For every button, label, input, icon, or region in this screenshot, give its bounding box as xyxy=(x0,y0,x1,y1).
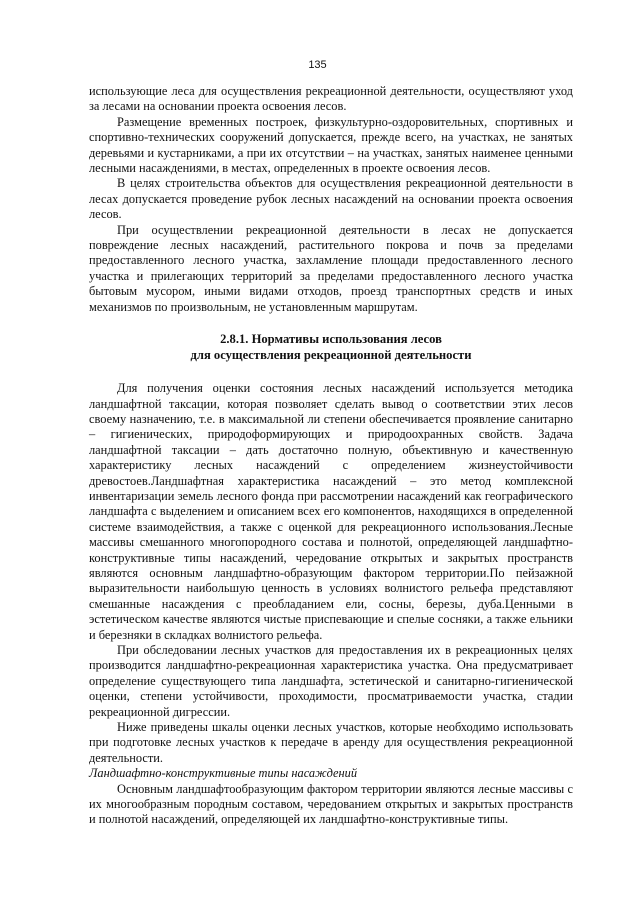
section-heading-line-2: для осуществления рекреационной деятельности xyxy=(190,348,472,363)
page-number: 135 xyxy=(308,59,327,71)
section-heading-line-1: 2.8.1. Нормативы использования лесов xyxy=(220,332,442,347)
paragraph: Размещение временных построек, физкультурно-оздоровительных, спортивных и спортивно-технических сооружений допускается, прежде всего, на участках, не занятых деревьями и кустарниками, а при их отсутствии – на участках, занятых наименее ценными лесными насаждениями, в местах, определенных в проекте освоения лесов. xyxy=(89,114,573,176)
paragraph: При осуществлении рекреационной деятельности в лесах не допускается повреждение лесных насаждений, растительного покрова и почв за пределами предоставленного лесного участка, захламление площади предоставленного лесного участка и прилегающих территорий за пределами предоставленного лесного участка бытовым мусором, иными видами отходов, проезд транспортных средств и иных механизмов по произвольным, не установленным маршрутам. xyxy=(89,222,573,314)
paragraph: использующие леса для осуществления рекреационной деятельности, осуществляют уход за лесами на основании проекта освоения лесов. xyxy=(89,84,573,114)
paragraph: В целях строительства объектов для осуществления рекреационной деятельности в лесах допускается проведение рубок лесных насаждений на основании проекта освоения лесов. xyxy=(89,176,573,222)
page-body xyxy=(89,84,573,828)
subsection-heading: Ландшафтно-конструктивные типы насаждений xyxy=(89,766,358,781)
paragraph: При обследовании лесных участков для предоставления их в рекреационных целях производится ландшафтно-рекреационная характеристика участка. Она предусматривает определение существующего типа ландшафта, эстетической и санитарно-гигиенической оценки, степени устойчивости, проходимости, просматриваемости участка, стадии рекреационной дигрессии. xyxy=(89,643,573,719)
paragraph: Для получения оценки состояния лесных насаждений используется методика ландшафтной таксации, которая позволяет сделать вывод о соответствии этих лесов своему назначению, т.е. в максимальной ли степени обеспечивается проявление санитарно – гигиенических, природоформирующих и природоохранных свойств. Задача ландшафтной таксации – дать достаточно полную, объективную и качественную характеристику лесных насаждений с определением жизнеустойчивости древостоев.Ландшафтная характеристика насаждений – это метод комплексной инвентаризации земель лесного фонда при рассмотрении насаждений как географического ландшафта с выделением и описанием всех его компонентов, находящихся в определенной системе взаимодействия, а также с оценкой для рекреационного использования.Лесные массивы смешанного многопородного состава и полнотой, определяющей ландшафтно-конструктивные типы насаждений, чередование открытых и закрытых пространств являются основным ландшафтно-образующим фактором территории.По пейзажной выразительности наибольшую ценность в условиях волнистого рельефа представляют смешанные насаждения с преобладанием ели, сосны, березы, дуба.Ценными в эстетическом качестве являются чистые приспевающие и спелые сосняки, а также ельники и березняки в складках волнистого рельефа. xyxy=(89,381,573,642)
section-heading xyxy=(89,331,573,363)
paragraph: Ниже приведены шкалы оценки лесных участков, которые необходимо использовать при подготовке лесных участков к передаче в аренду для осуществления рекреационной деятельности. xyxy=(89,720,573,765)
paragraph: Основным ландшафтообразующим фактором территории являются лесные массивы с их многообразным породным составом, чередованием открытых и закрытых пространств и полнотой насаждений, определяющей их ландшафтно-конструктивные типы. xyxy=(89,781,573,827)
